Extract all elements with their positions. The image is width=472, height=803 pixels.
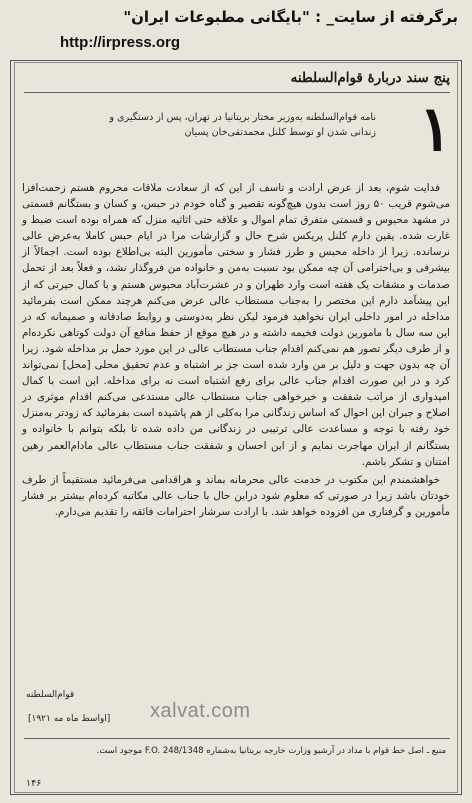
letter-body	[22, 180, 450, 522]
source-label: برگرفته از سایت_ : "بایگانی مطبوعات ایران"	[123, 8, 458, 26]
document-number: ۱	[418, 92, 452, 165]
page-heading: پنج سند دربارهٔ قوام‌السلطنه	[24, 70, 450, 93]
page-number: ۱۴۶	[26, 778, 42, 789]
document-summary: نامه قوام‌السلطنه به‌وزیر مختار بریتانیا در تهران، پس از دستگیری و زندانی شدن او توسط کلنل محمدتقی‌خان پسیان	[109, 112, 376, 138]
source-url: http://irpress.org	[60, 34, 181, 51]
footnote: منبع ـ اصل خط قوام با مداد در آرشیو وزارت خارجه بریتانیا به‌شماره F.O. 248/1348 موجود است.	[96, 746, 446, 756]
letter-paragraph: خواهشمندم این مکتوب در خدمت عالی محرمانه بماند و هراقدامی می‌فرمائید مستقیماً از طرف خودتان باشد زیرا در صورتی که معلوم شود دراین حال با جناب عالی مکاتبه کرده‌ام بیشتر بر فشار مأمورین و گرفتاری من افزوده خواهد شد. با ارادت سرشار احترامات فائقه را تقدیم می‌دارم.	[22, 473, 450, 518]
signature: قوام‌السلطنه	[26, 690, 75, 700]
watermark: xalvat.com	[150, 700, 251, 722]
footnote-divider	[24, 738, 450, 739]
letter-date: [اواسط ماه مه ۱۹۲۱]	[28, 714, 111, 724]
letter-paragraph: فدایت شوم، بعد از عرض ارادت و تاسف از این که از سعادت ملاقات محروم هستم زحمت‌افزا می‌شوم قریب ۵۰ روز است بدون هیچ‌گونه تقصیر و گناه خودم در حبس، و کسان و بستگانم قسمتی در مشهد محبوس و قسمتی متفرق تمام اموال و علاقه حتی اثاثیه منزل که همراه بوده است ضبط و غارت شده. یقین دارم کلنل پریکس شرح حال و گزارشات مرا در ایام حبس کاملا به‌عرض عالی نرسانده. زیرا از داخله محبس و طرز فشار و سختی مأمورین البته بی‌اطلاع بوده است. اجمالاً از بیشرفی و بی‌احترامی آن چه ممکن بود نسبت به‌من و خانواده من فروگذار نشد، و فعلاً بعد از تحمل صدمات و مشقات یک هفته است وارد طهران و در عشرت‌آباد محبوس هستم و با کمال حیرتی که از این پیشآمد دارم این مختصر را به‌جناب مستطاب عالی عرض می‌کنم هرچند ممکن است بفرمائید مداخله در امور داخلی ایران نخواهید فرمود لیکن نظر به‌دوستی و روابط صادقانه و صمیمانه که در این سه سال با مامورین دولت فخیمه داشته و در هیچ موقع از حفظ منافع آن دولت کوتاهی نکرده‌ام و از طرف دیگر تصور هم نمی‌کنم اقدام جناب مستطاب عالی در این مورد حمل بر مداخله شود. زیرا آن چه بدون جهت و دلیل بر من وارد شده است جز بر اشتباه و عدم تحقیق محلی [محل] نمی‌تواند کرد و در این صورت اقدام جناب عالی برای رفع اشتباه است نه برای مداخله. این است با کمال امیدواری از مراتب شفقت و خیرخواهی جناب مستطاب عالی مستدعی می‌کنم اقدام موثری در اصلاح و جبران این احوال که اساس زندگانی مرا به‌کلی از هم پاشیده است بفرمائید که زودتر به‌منزل خود رفته با توجه و مساعدت عالی ترتیبی در زندگانی من داده شده تا بلکه بتوانم با خانواده و بستگانم از ایران مهاجرت نمایم و از این احسان و شفقت جناب مستطاب عالی مادام‌العمر رهین امتنان و تشکر باشم.	[22, 182, 451, 468]
